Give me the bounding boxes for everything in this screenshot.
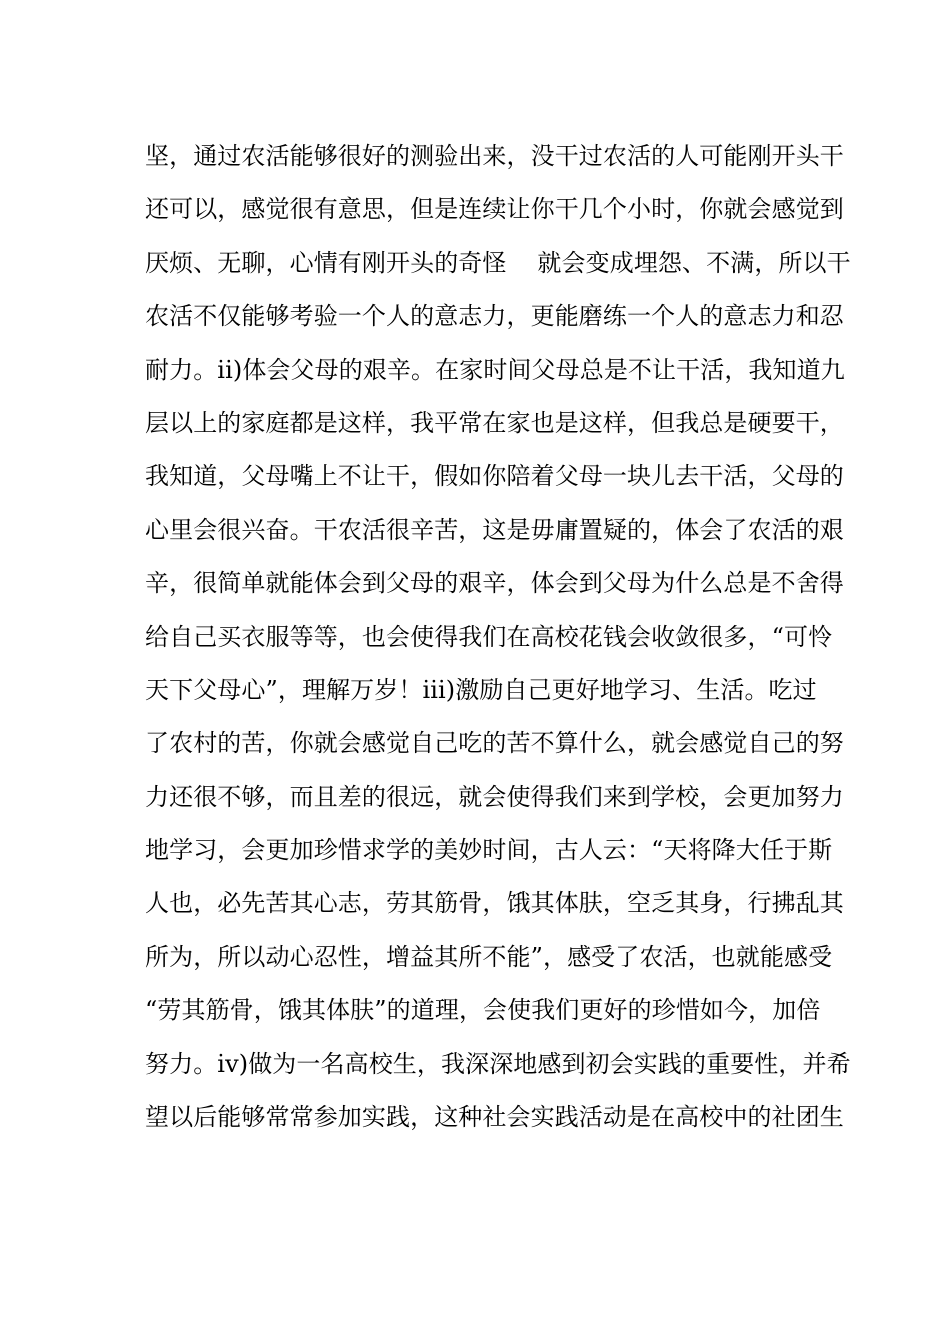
text-line: 层以上的家庭都是这样，我平常在家也是这样，但我总是硬要干， [145, 408, 844, 437]
text-line: 努力。iv)做为一名高校生，我深深地感到初会实践的重要性，并希 [145, 1049, 851, 1078]
text-line: 所为，所以动心忍性，增益其所不能”，感受了农活，也就能感受 [145, 942, 833, 971]
text-line: 给自己买衣服等等，也会使得我们在高校花钱会收敛很多，“可怜 [145, 622, 833, 651]
text-line: 坚，通过农活能够很好的测验出来，没干过农活的人可能刚开头干 [145, 142, 844, 170]
text-line: 农活不仅能够考验一个人的意志力，更能磨练一个人的意志力和忍 [145, 302, 844, 331]
text-line: 地学习，会更加珍惜求学的美妙时间，古人云：“天将降大任于斯 [145, 836, 833, 865]
text-line: 天下父母心”，理解万岁！iii)激励自己更好地学习、生活。吃过 [145, 675, 817, 704]
text-line: 人也，必先苦其心志，劳其筋骨，饿其体肤，空乏其身，行拂乱其 [145, 889, 844, 918]
text-line: 还可以，感觉很有意思，但是连续让你干几个小时，你就会感觉到 [145, 195, 844, 224]
text-line: 我知道，父母嘴上不让干，假如你陪着父母一块儿去干活，父母的 [145, 462, 844, 491]
text-line: 望以后能够常常参加实践，这种社会实践活动是在高校中的社团生 [145, 1103, 844, 1132]
text-line: “劳其筋骨，饿其体肤”的道理，会使我们更好的珍惜如今，加倍 [145, 996, 821, 1025]
text-line: 力还很不够，而且差的很远，就会使得我们来到学校，会更加努力 [145, 782, 844, 811]
text-line: 辛，很简单就能体会到父母的艰辛，体会到父母为什么总是不舍得 [145, 569, 844, 598]
text-line: 了农村的苦，你就会感觉自己吃的苦不算什么，就会感觉自己的努 [145, 729, 844, 758]
text-line: 耐力。ii)体会父母的艰辛。在家时间父母总是不让干活，我知道九 [145, 355, 845, 384]
body-text [145, 130, 851, 1144]
text-line: 心里会很兴奋。干农活很辛苦，这是毋庸置疑的，体会了农活的艰 [145, 515, 844, 544]
text-line: 厌烦、无聊，心情有刚开头的奇怪 就会变成埋怨、不满，所以干 [145, 248, 851, 277]
